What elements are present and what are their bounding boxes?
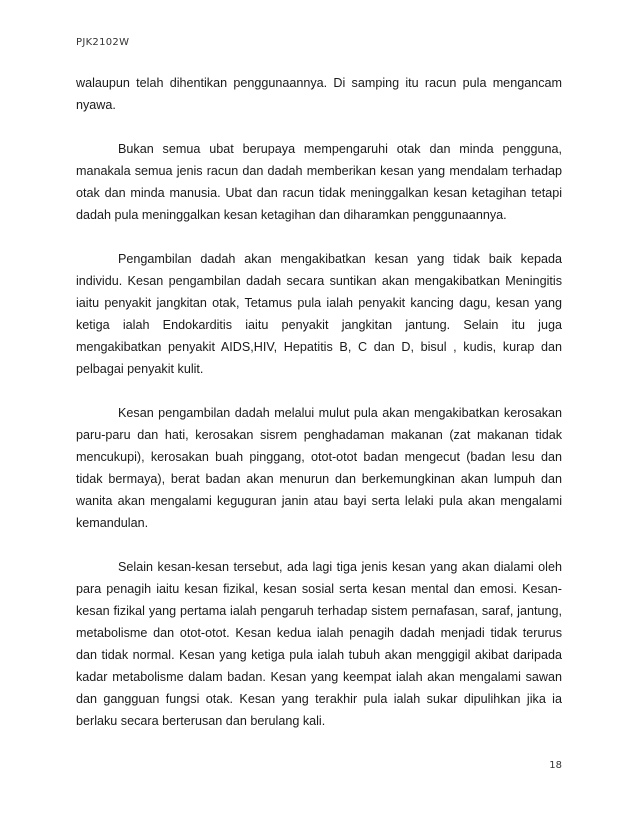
- paragraph: Bukan semua ubat berupaya mempengaruhi otak dan minda pengguna, manakala semua jenis racun dan dadah memberikan kesan yang mendalam terhadap otak dan minda manusia. Ubat dan racun tidak meninggalkan kesan ketagihan tetapi dadah pula meninggalkan kesan ketagihan dan diharamkan penggunaannya.: [76, 142, 562, 222]
- paragraph-continuation: walaupun telah dihentikan penggunaannya. Di samping itu racun pula mengancam nyawa.: [76, 76, 562, 112]
- paragraph-gap: [76, 226, 562, 248]
- paragraph-gap: [76, 116, 562, 138]
- paragraph-gap: [76, 380, 562, 402]
- paragraph: Selain kesan-kesan tersebut, ada lagi tiga jenis kesan yang akan dialami oleh para penagih iaitu kesan fizikal, kesan sosial serta kesan mental dan emosi. Kesan-kesan fizikal yang pertama ialah pengaruh terhadap sistem pernafasan, saraf, jantung, metabolisme dan otot-otot. Kesan kedua ialah penagih dadah menjadi tidak terurus dan tidak normal. Kesan yang ketiga pula ialah tubuh akan menggigil akibat daripada kadar metabolisme dalam badan. Kesan yang keempat ialah akan mengalami sawan dan gangguan fungsi otak. Kesan yang terakhir pula ialah sukar dipulihkan jika ia berlaku secara berterusan dan berulang kali.: [76, 560, 562, 728]
- body-text: [76, 72, 562, 732]
- paragraph: Kesan pengambilan dadah melalui mulut pula akan mengakibatkan kerosakan paru-paru dan hati, kerosakan sisrem penghadaman makanan (zat makanan tidak mencukupi), kerosakan buah pinggang, otot-otot badan mengecut (badan lesu dan tidak bermaya), berat badan akan menurun dan berkemungkinan akan lumpuh dan wanita akan mengalami keguguran janin atau bayi serta lelaki pula akan mengalami kemandulan.: [76, 406, 562, 530]
- document-code: PJK2102W: [76, 37, 130, 48]
- page-number: 18: [549, 760, 562, 771]
- paragraph: Pengambilan dadah akan mengakibatkan kesan yang tidak baik kepada individu. Kesan pengambilan dadah secara suntikan akan mengakibatkan Meningitis iaitu penyakit jangkitan otak, Tetamus pula ialah penyakit kancing dagu, kesan yang ketiga ialah Endokarditis iaitu penyakit jangkitan jantung. Selain itu juga mengakibatkan penyakit AIDS,HIV, Hepatitis B, C dan D, bisul , kudis, kurap dan pelbagai penyakit kulit.: [76, 252, 562, 376]
- paragraph-gap: [76, 534, 562, 556]
